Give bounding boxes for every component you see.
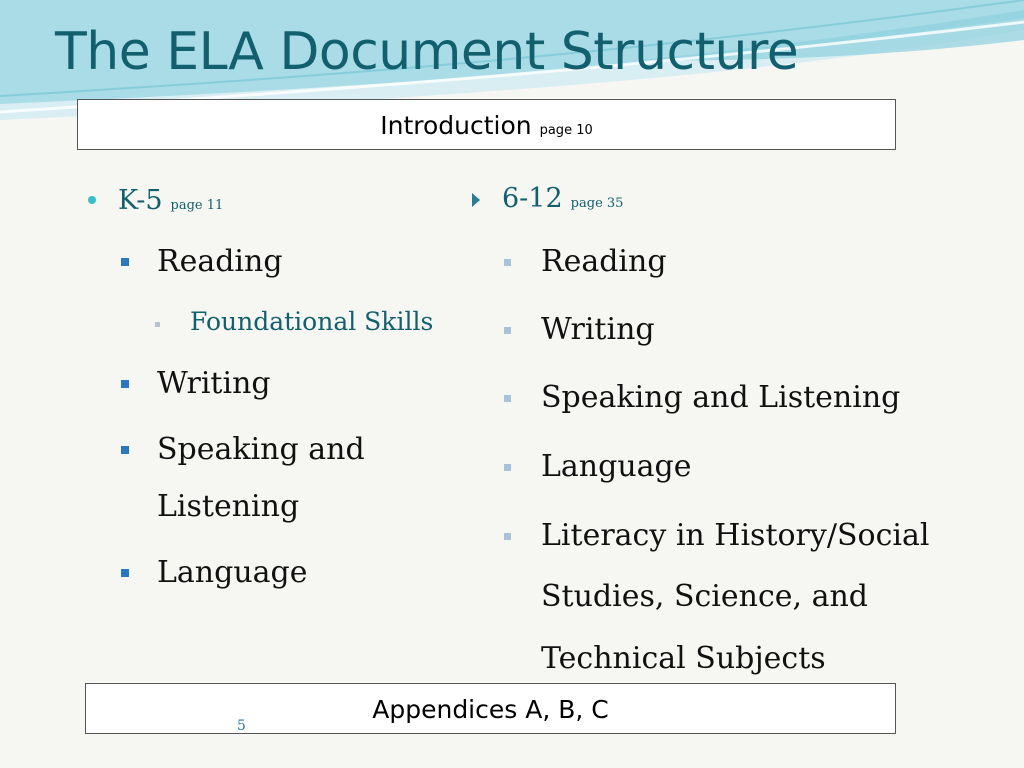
square-bullet-icon xyxy=(504,395,511,402)
square-bullet-icon xyxy=(155,322,160,327)
introduction-page: page 10 xyxy=(539,123,593,138)
square-bullet-icon xyxy=(504,259,511,266)
k5-bullet-icon xyxy=(88,196,96,204)
six-twelve-item-literacy-line3: Technical Subjects xyxy=(541,641,826,676)
six-twelve-item-literacy-line1: Literacy in History/Social xyxy=(541,518,930,553)
slide-number: 5 xyxy=(237,718,246,734)
k5-item-listening: Listening xyxy=(157,489,300,524)
six-twelve-item-reading: Reading xyxy=(541,244,667,279)
square-bullet-icon xyxy=(121,446,129,454)
k5-item-speaking-and: Speaking and xyxy=(157,432,365,467)
square-bullet-icon xyxy=(121,380,129,388)
k5-item-reading: Reading xyxy=(157,244,283,279)
triangle-bullet-icon xyxy=(472,193,480,207)
six-twelve-item-literacy-line2: Studies, Science, and xyxy=(541,579,869,614)
square-bullet-icon xyxy=(121,569,129,577)
introduction-label: Introduction xyxy=(380,111,532,140)
k5-heading xyxy=(118,185,223,216)
six-twelve-page: page 35 xyxy=(570,196,624,211)
appendices-label: Appendices A, B, C xyxy=(372,695,609,724)
square-bullet-icon xyxy=(504,327,511,334)
six-twelve-heading xyxy=(502,183,623,214)
appendices-box xyxy=(85,683,896,734)
six-twelve-item-speaking-listening: Speaking and Listening xyxy=(541,380,901,415)
k5-page: page 11 xyxy=(170,198,224,213)
k5-heading-label: K-5 xyxy=(118,185,163,216)
k5-subitem-foundational-skills: Foundational Skills xyxy=(190,307,434,336)
k5-item-writing: Writing xyxy=(157,366,271,401)
square-bullet-icon xyxy=(504,464,511,471)
introduction-box xyxy=(77,99,896,150)
six-twelve-item-language: Language xyxy=(541,449,692,484)
square-bullet-icon xyxy=(504,533,511,540)
slide-title: The ELA Document Structure xyxy=(55,22,799,82)
six-twelve-item-writing: Writing xyxy=(541,312,655,347)
square-bullet-icon xyxy=(121,258,129,266)
k5-item-language: Language xyxy=(157,555,308,590)
six-twelve-heading-label: 6-12 xyxy=(502,183,563,214)
